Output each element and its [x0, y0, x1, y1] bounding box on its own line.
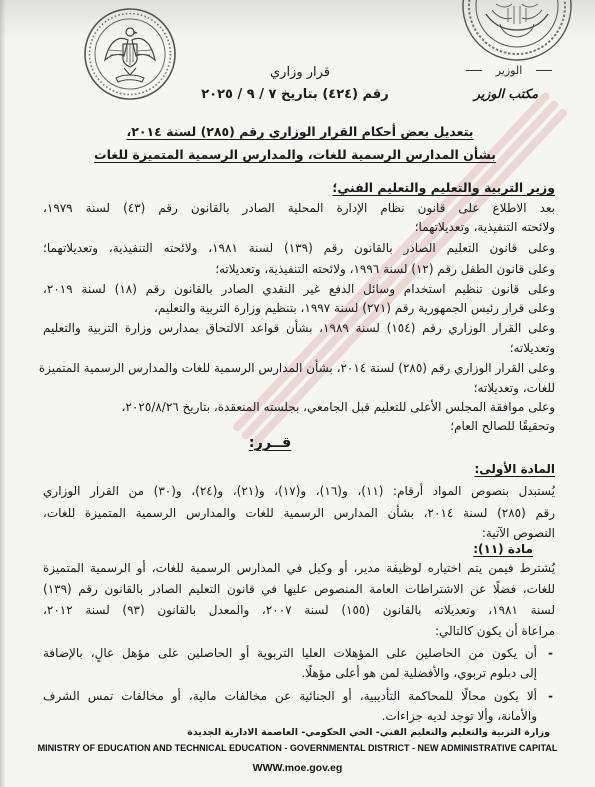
- article-11-title: مادة (١١):: [473, 542, 533, 556]
- article-one-line: النصوص الآتية:: [481, 526, 555, 540]
- article-one-line: رقم (٢٨٥) لسنة ٢٠١٤، بشأن المدارس الرسمية للغات والمدارس الرسمية المتميزة للغات،: [43, 506, 555, 520]
- article-11-line: للغات، فضلًا عن الاشتراطات العامة المنصوص عليها في قانون التعليم الصادر بالقانون رقم (١٣٩): [43, 582, 555, 596]
- divider: [466, 70, 482, 71]
- preamble-line: ولائحته التنفيذية، وتعديلاتهما؛: [414, 220, 555, 234]
- footer-address-en: MINISTRY OF EDUCATION AND TECHNICAL EDUCATION - GOVERNMENTAL DISTRICT - NEW ADMINISTRATIVE CAPITAL: [37, 743, 558, 753]
- decree-number-date: رقم (٤٢٤) بتاريخ ٧ / ٩ / ٢٠٢٥: [201, 87, 389, 102]
- preamble-line: وعلى قانون تنظيم استخدام وسائل الدفع غير النقدي الصادر بالقانون رقم (١٨) لسنة ٢٠١٩،: [43, 282, 555, 296]
- decree-type: قرار وزاري: [269, 65, 331, 80]
- preamble-line: وعلى قانون الطفل رقم (١٢) لسنة ١٩٩٦، ولائحته التنفيذية، وتعديلاته؛: [215, 262, 555, 276]
- preamble-line: وعلى القرار الوزاري رقم (١٥٤) لسنة ١٩٨٩، بشأن قواعد الالتحاق بمدارس وزارة التربية والتعليم: [43, 321, 556, 335]
- bullet-marker: -: [548, 646, 553, 660]
- divider: [536, 70, 552, 71]
- article-11-line: مراعاة أن يكون كالتالي:: [434, 624, 555, 638]
- article-one-title: المادة الأولى:: [474, 462, 555, 476]
- bullet-marker: -: [548, 689, 553, 703]
- preamble-line: للغات، وتعديلاته؛: [473, 381, 555, 395]
- preamble-line: بعد الاطلاع على قانون نظام الإدارة المحلية الصادر بالقانون رقم (٤٣) لسنة ١٩٧٩،: [43, 201, 555, 215]
- decree-subject-line1: بتعديل بعض أحكام القرار الوزاري رقم (٢٨٥) لسنة ٢٠١٤،: [126, 124, 474, 139]
- ministry-logo-icon: [462, 0, 572, 64]
- preamble-line: وتعديلاته؛: [509, 341, 555, 355]
- article-one-line: يُستبدل بنصوص المواد أرقام: (١١)، و(١٦)، و(١٧)، و(٢١)، و(٢٤)، و(٣٠) من القرار الوزاري: [43, 484, 555, 498]
- footer-website: WWW.moe.gov.eg: [252, 762, 343, 774]
- preamble-line: وعلى قانون التعليم الصادر بالقانون رقم (١٣٩) لسنة ١٩٨١، ولائحته التنفيذية، وتعديلاتهما؛: [43, 241, 555, 255]
- preamble-authority: وزير التربية والتعليم والتعليم الفني؛: [332, 180, 555, 195]
- minister-label: [466, 64, 552, 77]
- bullet-line: إلى دبلوم تربوي، والأفضلية لمن هو أعلى مؤهلًا.: [301, 666, 537, 680]
- bullet-line: والأمانة، وألا توجد لديه جزاءات.: [381, 709, 537, 723]
- preamble-line: وعلى موافقة المجلس الأعلى للتعليم قبل الجامعي، بجلسته المنعقدة، بتاريخ ٢٠٢٥/٨/٢٦،: [121, 400, 555, 414]
- minister-label-text: الوزير: [495, 64, 523, 77]
- decree-subject-line2: بشأن المدارس الرسمية للغات، والمدارس الرسمية المتميزة للغات: [94, 147, 496, 162]
- office-label: مكتب الوزير: [473, 86, 539, 101]
- bullet-line: ألا يكون محالًا للمحاكمة التأديبية، أو الجنائية عن مخالفات مالية، أو مخالفات تمس الشرف: [43, 689, 537, 703]
- decision-heading: قــرر:: [248, 435, 292, 451]
- preamble-line: وعلى قرار رئيس الجمهورية رقم (٢٧١) لسنة ١٩٩٧، بتنظيم وزارة التربية والتعليم،: [153, 301, 555, 315]
- bullet-line: أن يكون من الحاصلين على المؤهلات العليا التربوية أو الحاصلين على مؤهل عالٍ، بالإضافة: [43, 646, 537, 660]
- footer-address-ar: وزارة التربية والتعليم والتعليم الفني- الحي الحكومي- العاصمة الادارية الجديدة: [187, 727, 550, 738]
- preamble-line: وعلى القرار الوزاري رقم (٢٨٥) لسنة ٢٠١٤، بشأن المدارس الرسمية للغات والمدارس الرسمية المتميزة: [38, 361, 555, 375]
- preamble-line: وتحقيقًا للصالح العام؛: [450, 419, 555, 433]
- article-11-line: لسنة ١٩٨١، وتعديلاته بالقانون (١٥٥) لسنة ٢٠٠٧، والمعدل بالقانون (٩٣) لسنة ٢٠١٢،: [43, 603, 556, 617]
- article-11-line: يُشترط فيمن يتم اختياره لوظيفة مدير، أو وكيل في المدارس الرسمية للغات، أو الرسمية المتميزة: [43, 561, 555, 575]
